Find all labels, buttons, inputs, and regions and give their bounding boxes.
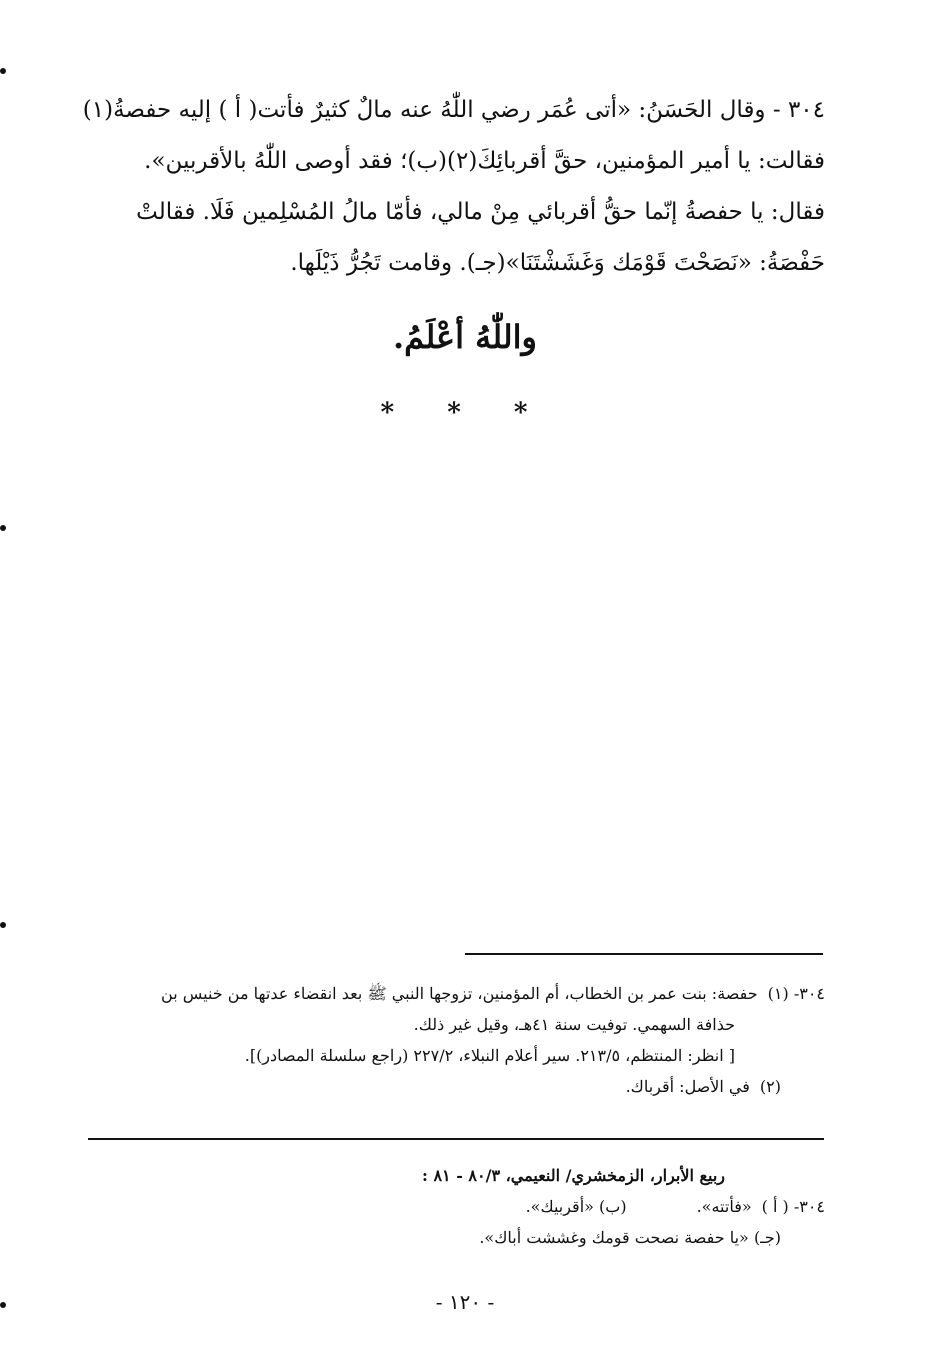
binding-mark	[0, 68, 6, 74]
footnote-entry-number: ٣٠٤- (١)	[767, 984, 825, 1003]
main-text	[82, 85, 825, 289]
main-text-line: فقالت: يا أمير المؤمنين، حقَّ أقربائِكَ(٢)(ب)؛ فقد أوصى اللّٰهُ بالأقربين».	[144, 148, 825, 174]
footnote-divider	[465, 953, 823, 955]
footnote-text: حفصة: بنت عمر بن الخطاب، أم المؤمنين، تزوجها النبي ﷺ بعد انقضاء عدتها من خنيس بن	[161, 984, 758, 1003]
variant-label: (جـ)	[753, 1228, 781, 1247]
variant-c	[82, 1222, 825, 1253]
variant-text: «أقربيك».	[525, 1197, 594, 1216]
closing-phrase: واللّٰهُ أعْلَمُ.	[393, 318, 537, 356]
variant-row	[82, 1191, 825, 1222]
source-title: ربيع الأبرار، الزمخشري/ النعيمي، ٨٠/٣ - ٨١ :	[421, 1166, 725, 1185]
binding-mark	[0, 922, 6, 928]
binding-mark	[0, 525, 6, 531]
footnote-number: (٢)	[759, 1077, 781, 1096]
main-text-line: حَفْصَةُ: «نَصَحْتَ قَوْمَك وَغَشَشْتَنَا»(جـ). وقامت تَجُرُّ ذَيْلَها.	[290, 250, 825, 276]
page-number: - ١٢٠ -	[435, 1290, 495, 1314]
variant-b	[526, 1191, 627, 1222]
variant-text: «يا حفصة نصحت قومك وغششت أباك».	[479, 1228, 749, 1247]
footnote-text: حذافة السهمي. توفيت سنة ٤١هـ، وقيل غير ذلك.	[413, 1015, 735, 1034]
footnotes	[82, 978, 825, 1102]
footnote-reference: [ انظر: المنتظم، ٢١٣/٥. سير أعلام النبلاء، ٢٢٧/٢ (راجع سلسلة المصادر)].	[244, 1046, 735, 1065]
variant-entry-number: ٣٠٤- ( أ )	[761, 1197, 825, 1216]
variant-a: «فأتته».	[696, 1197, 752, 1216]
variant-label: (ب)	[599, 1197, 627, 1216]
source-variants	[82, 1160, 825, 1253]
footnote-2	[82, 1071, 825, 1102]
sources-divider	[88, 1138, 824, 1140]
main-text-line: ٣٠٤ - وقال الحَسَنُ: «أتى عُمَر رضي اللّٰهُ عنه مالٌ كثيرٌ فأتت( أ ) إليه حفصةُ(١)	[82, 97, 825, 123]
main-text-line: فقال: يا حفصةُ إنّما حقُّ أقربائي مِنْ مالي، فأمّا مالُ المُسْلِمين فَلَا. فقالتْ	[136, 199, 825, 225]
section-separator: * * *	[380, 398, 550, 428]
footnote-text: في الأصل: أقرباك.	[625, 1077, 750, 1096]
footnote-1	[82, 978, 825, 1009]
